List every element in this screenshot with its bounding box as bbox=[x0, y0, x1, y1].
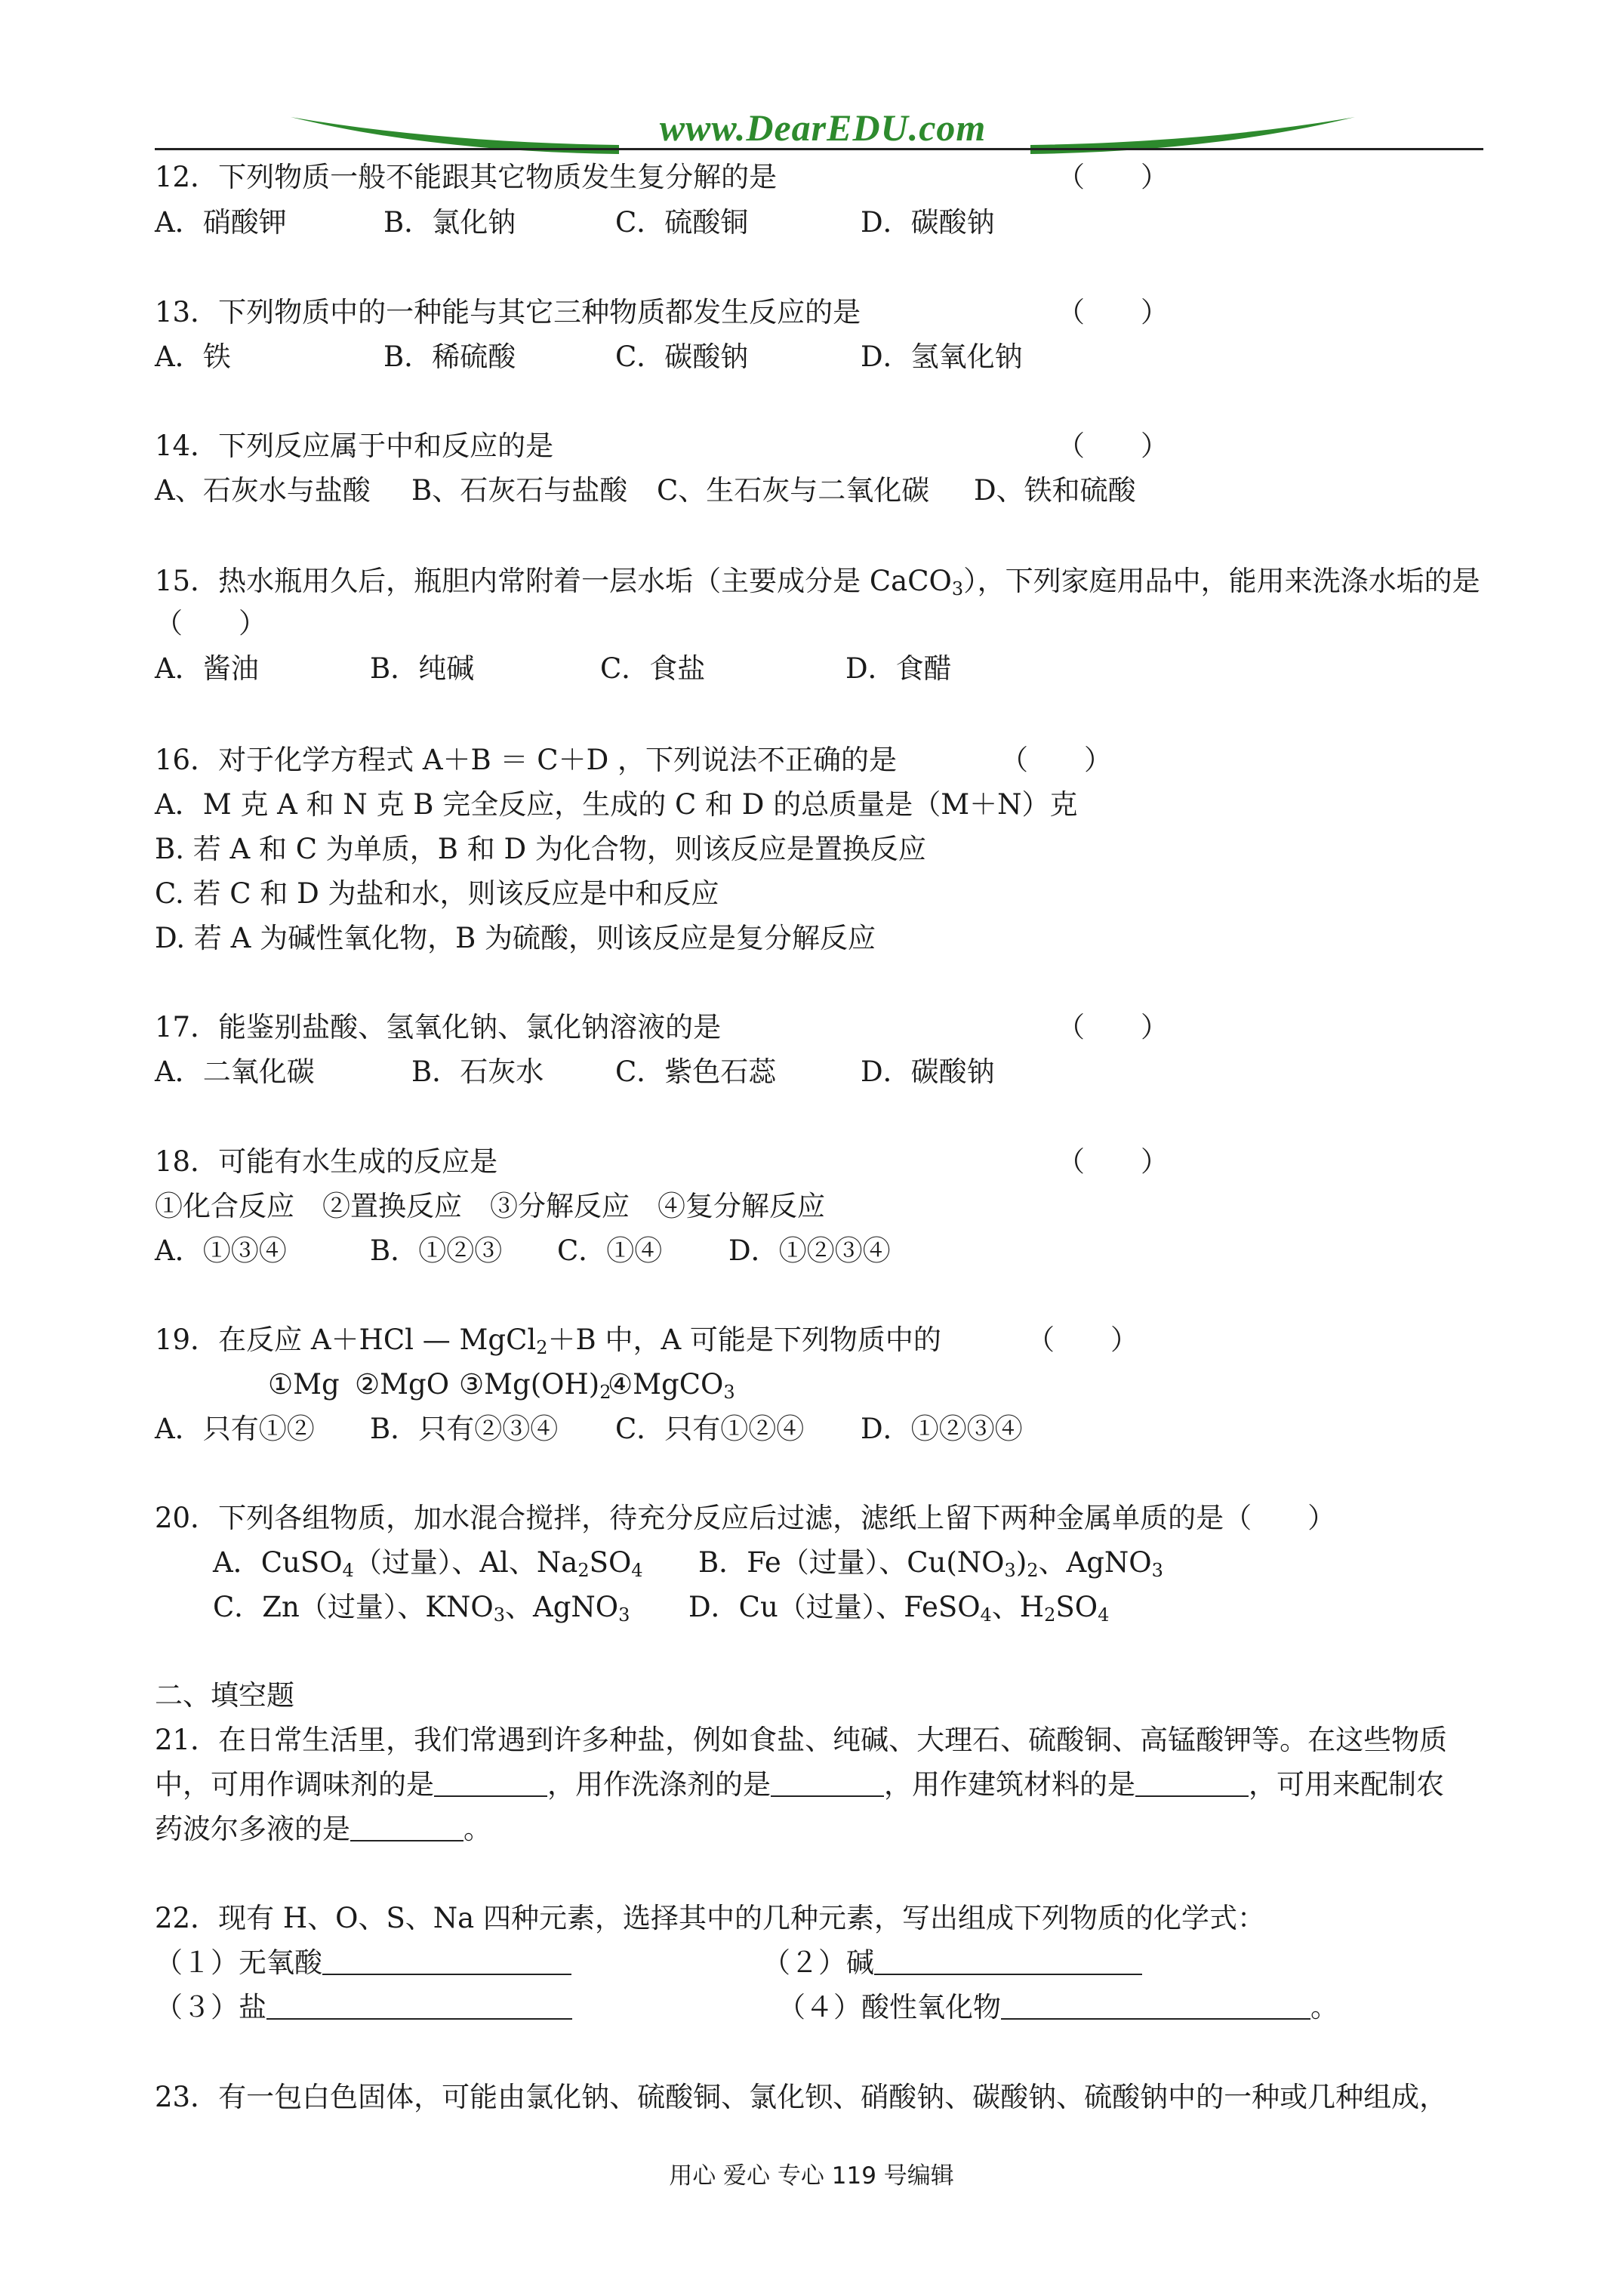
q12-option-c: C．硫酸铜 bbox=[615, 206, 749, 239]
q19-item-1: ①Mg bbox=[268, 1368, 340, 1401]
q20-option-c: C．Zn（过量）、$KNO_3$、AgNO$_3$ bbox=[213, 1591, 630, 1626]
q15-option-b: B．纯碱 bbox=[370, 652, 475, 685]
q22-blank-2[interactable] bbox=[874, 1948, 1142, 1975]
q13-option-c: C．碳酸钠 bbox=[615, 341, 749, 373]
q17-answer-paren: （ ） bbox=[1057, 1011, 1169, 1043]
q22-part-4: （４）酸性氧化物 。 bbox=[778, 1991, 1338, 2023]
q14-option-d: D、铁和硫酸 bbox=[974, 474, 1136, 507]
q16-option-a: A．M 克 A 和 N 克 B 完全反应，生成的 C 和 D 的总质量是（M＋N）克 bbox=[155, 788, 1078, 821]
q19-stem: 19．在反应 A＋HCl — MgCl$_2$＋B 中，A 可能是下列物质中的 bbox=[155, 1324, 941, 1358]
q18-option-d: D．①②③④ bbox=[728, 1234, 891, 1267]
q18-items: ①化合反应 ②置换反应 ③分解反应 ④复分解反应 bbox=[155, 1190, 825, 1222]
q22-part-1: （１）无氧酸 bbox=[155, 1946, 571, 1980]
site-logo-text: www.DearEDU.com bbox=[659, 106, 987, 149]
q21-blank-building[interactable] bbox=[1135, 1770, 1249, 1797]
q19-option-b: B．只有②③④ bbox=[370, 1413, 559, 1445]
q19-item-4: ④MgCO$_3$ bbox=[608, 1368, 735, 1403]
q13-option-a: A．铁 bbox=[155, 341, 231, 373]
q16-answer-paren: （ ） bbox=[1000, 744, 1112, 776]
q18-stem: 18．可能有水生成的反应是 bbox=[155, 1145, 498, 1178]
q12-answer-paren: （ ） bbox=[1057, 161, 1169, 193]
q21-blank-bordeaux[interactable] bbox=[350, 1814, 463, 1841]
q22-part-2: （２）碱 bbox=[762, 1946, 1142, 1980]
q19-option-c: C．只有①②④ bbox=[615, 1413, 805, 1445]
q16-option-b: B. 若 A 和 C 为单质，B 和 D 为化合物，则该反应是置换反应 bbox=[155, 833, 926, 865]
q20-option-d: D．Cu（过量）、FeSO$_4$、$H_2SO_4$ bbox=[688, 1591, 1110, 1626]
q14-stem: 14．下列反应属于中和反应的是 bbox=[155, 430, 554, 462]
q15-option-c: C．食盐 bbox=[600, 652, 706, 685]
q19-option-a: A．只有①② bbox=[155, 1413, 315, 1445]
q19-item-3: $③Mg(OH)_2$ bbox=[459, 1368, 611, 1403]
q23-stem: 23．有一包白色固体，可能由氯化钠、硫酸铜、氯化钡、硝酸钠、碳酸钠、硫酸钠中的一种或几种组成， bbox=[155, 2081, 1448, 2113]
q17-stem: 17．能鉴别盐酸、氢氧化钠、氯化钠溶液的是 bbox=[155, 1011, 722, 1043]
q22-part-3: （３）盐 bbox=[155, 1991, 572, 2024]
q22-stem: 22．现有 H、O、S、Na 四种元素，选择其中的几种元素，写出组成下列物质的化学式： bbox=[155, 1902, 1265, 1934]
q17-option-a: A．二氧化碳 bbox=[155, 1056, 315, 1088]
q16-stem: 16．对于化学方程式 A＋B ＝ C＋D ，下列说法不正确的是 bbox=[155, 744, 898, 776]
q14-option-b: B、石灰石与盐酸 bbox=[411, 474, 628, 507]
q21-blank-detergent[interactable] bbox=[771, 1770, 884, 1797]
site-logo bbox=[287, 106, 1359, 159]
q16-option-d: D. 若 A 为碱性氧化物，B 为硫酸，则该反应是复分解反应 bbox=[155, 922, 876, 954]
q15-option-d: D．食醋 bbox=[845, 652, 952, 685]
q19-item-2: ②MgO bbox=[355, 1368, 450, 1401]
page-footer: 用心 爱心 专心 119 号编辑 bbox=[669, 2162, 954, 2190]
q17-option-c: C．紫色石蕊 bbox=[615, 1056, 777, 1088]
q12-option-a: A．硝酸钾 bbox=[155, 206, 287, 239]
q19-option-d: D．①②③④ bbox=[861, 1413, 1023, 1445]
q12-stem: 12．下列物质一般不能跟其它物质发生复分解的是 bbox=[155, 161, 778, 193]
q18-option-b: B．①②③ bbox=[370, 1234, 503, 1267]
q14-option-c: C、生石灰与二氧化碳 bbox=[657, 474, 930, 507]
q15-option-a: A．酱油 bbox=[155, 652, 259, 685]
q17-option-b: B．石灰水 bbox=[411, 1056, 544, 1088]
q13-answer-paren: （ ） bbox=[1057, 296, 1169, 328]
q21-line-1: 21．在日常生活里，我们常遇到许多种盐，例如食盐、纯碱、大理石、硫酸铜、高锰酸钾等。在这些物质 bbox=[155, 1724, 1448, 1756]
q16-option-c: C. 若 C 和 D 为盐和水，则该反应是中和反应 bbox=[155, 877, 719, 910]
q14-option-a: A、石灰水与盐酸 bbox=[155, 474, 371, 507]
q14-answer-paren: （ ） bbox=[1057, 430, 1169, 462]
q12-option-d: D．碳酸钠 bbox=[861, 206, 995, 239]
q12-option-b: B．氯化钠 bbox=[383, 206, 516, 239]
q18-option-c: C．①④ bbox=[557, 1234, 663, 1267]
q22-blank-4[interactable] bbox=[1001, 1992, 1310, 2020]
q17-option-d: D．碳酸钠 bbox=[861, 1056, 995, 1088]
q21-line-3: 药波尔多液的是 。 bbox=[155, 1813, 491, 1845]
q13-option-b: B．稀硫酸 bbox=[383, 341, 516, 373]
q22-blank-3[interactable] bbox=[266, 1992, 572, 2020]
q13-option-d: D．氢氧化钠 bbox=[861, 341, 1023, 373]
q21-line-2: 中，可用作调味剂的是 ，用作洗涤剂的是 ，用作建筑材料的是 ，可用来配制农 bbox=[155, 1768, 1444, 1801]
q20-option-a: A．CuSO$_4$（过量）、Al、$Na_2SO_4$ bbox=[213, 1546, 643, 1581]
header-rule bbox=[155, 148, 1483, 150]
q22-blank-1[interactable] bbox=[322, 1948, 571, 1975]
q19-answer-paren: （ ） bbox=[1027, 1324, 1138, 1356]
q21-blank-seasoning[interactable] bbox=[434, 1770, 547, 1797]
section-title-fill-in: 二、填空题 bbox=[155, 1679, 294, 1712]
q15-stem: 15．热水瓶用久后，瓶胆内常附着一层水垢（主要成分是 CaCO$_3$），下列家庭用品中，能用来洗涤水垢的是 bbox=[155, 565, 1480, 599]
q20-stem: 20．下列各组物质，加水混合搅拌，待充分反应后过滤，滤纸上留下两种金属单质的是（ ） bbox=[155, 1502, 1336, 1534]
q18-option-a: A．①③④ bbox=[155, 1234, 287, 1267]
q13-stem: 13．下列物质中的一种能与其它三种物质都发生反应的是 bbox=[155, 296, 861, 328]
q18-answer-paren: （ ） bbox=[1057, 1145, 1169, 1178]
q15-answer-paren: （ ） bbox=[155, 607, 266, 639]
q20-option-b: B．Fe（过量）、$Cu(NO_3)_2$、AgNO$_3$ bbox=[698, 1546, 1163, 1581]
